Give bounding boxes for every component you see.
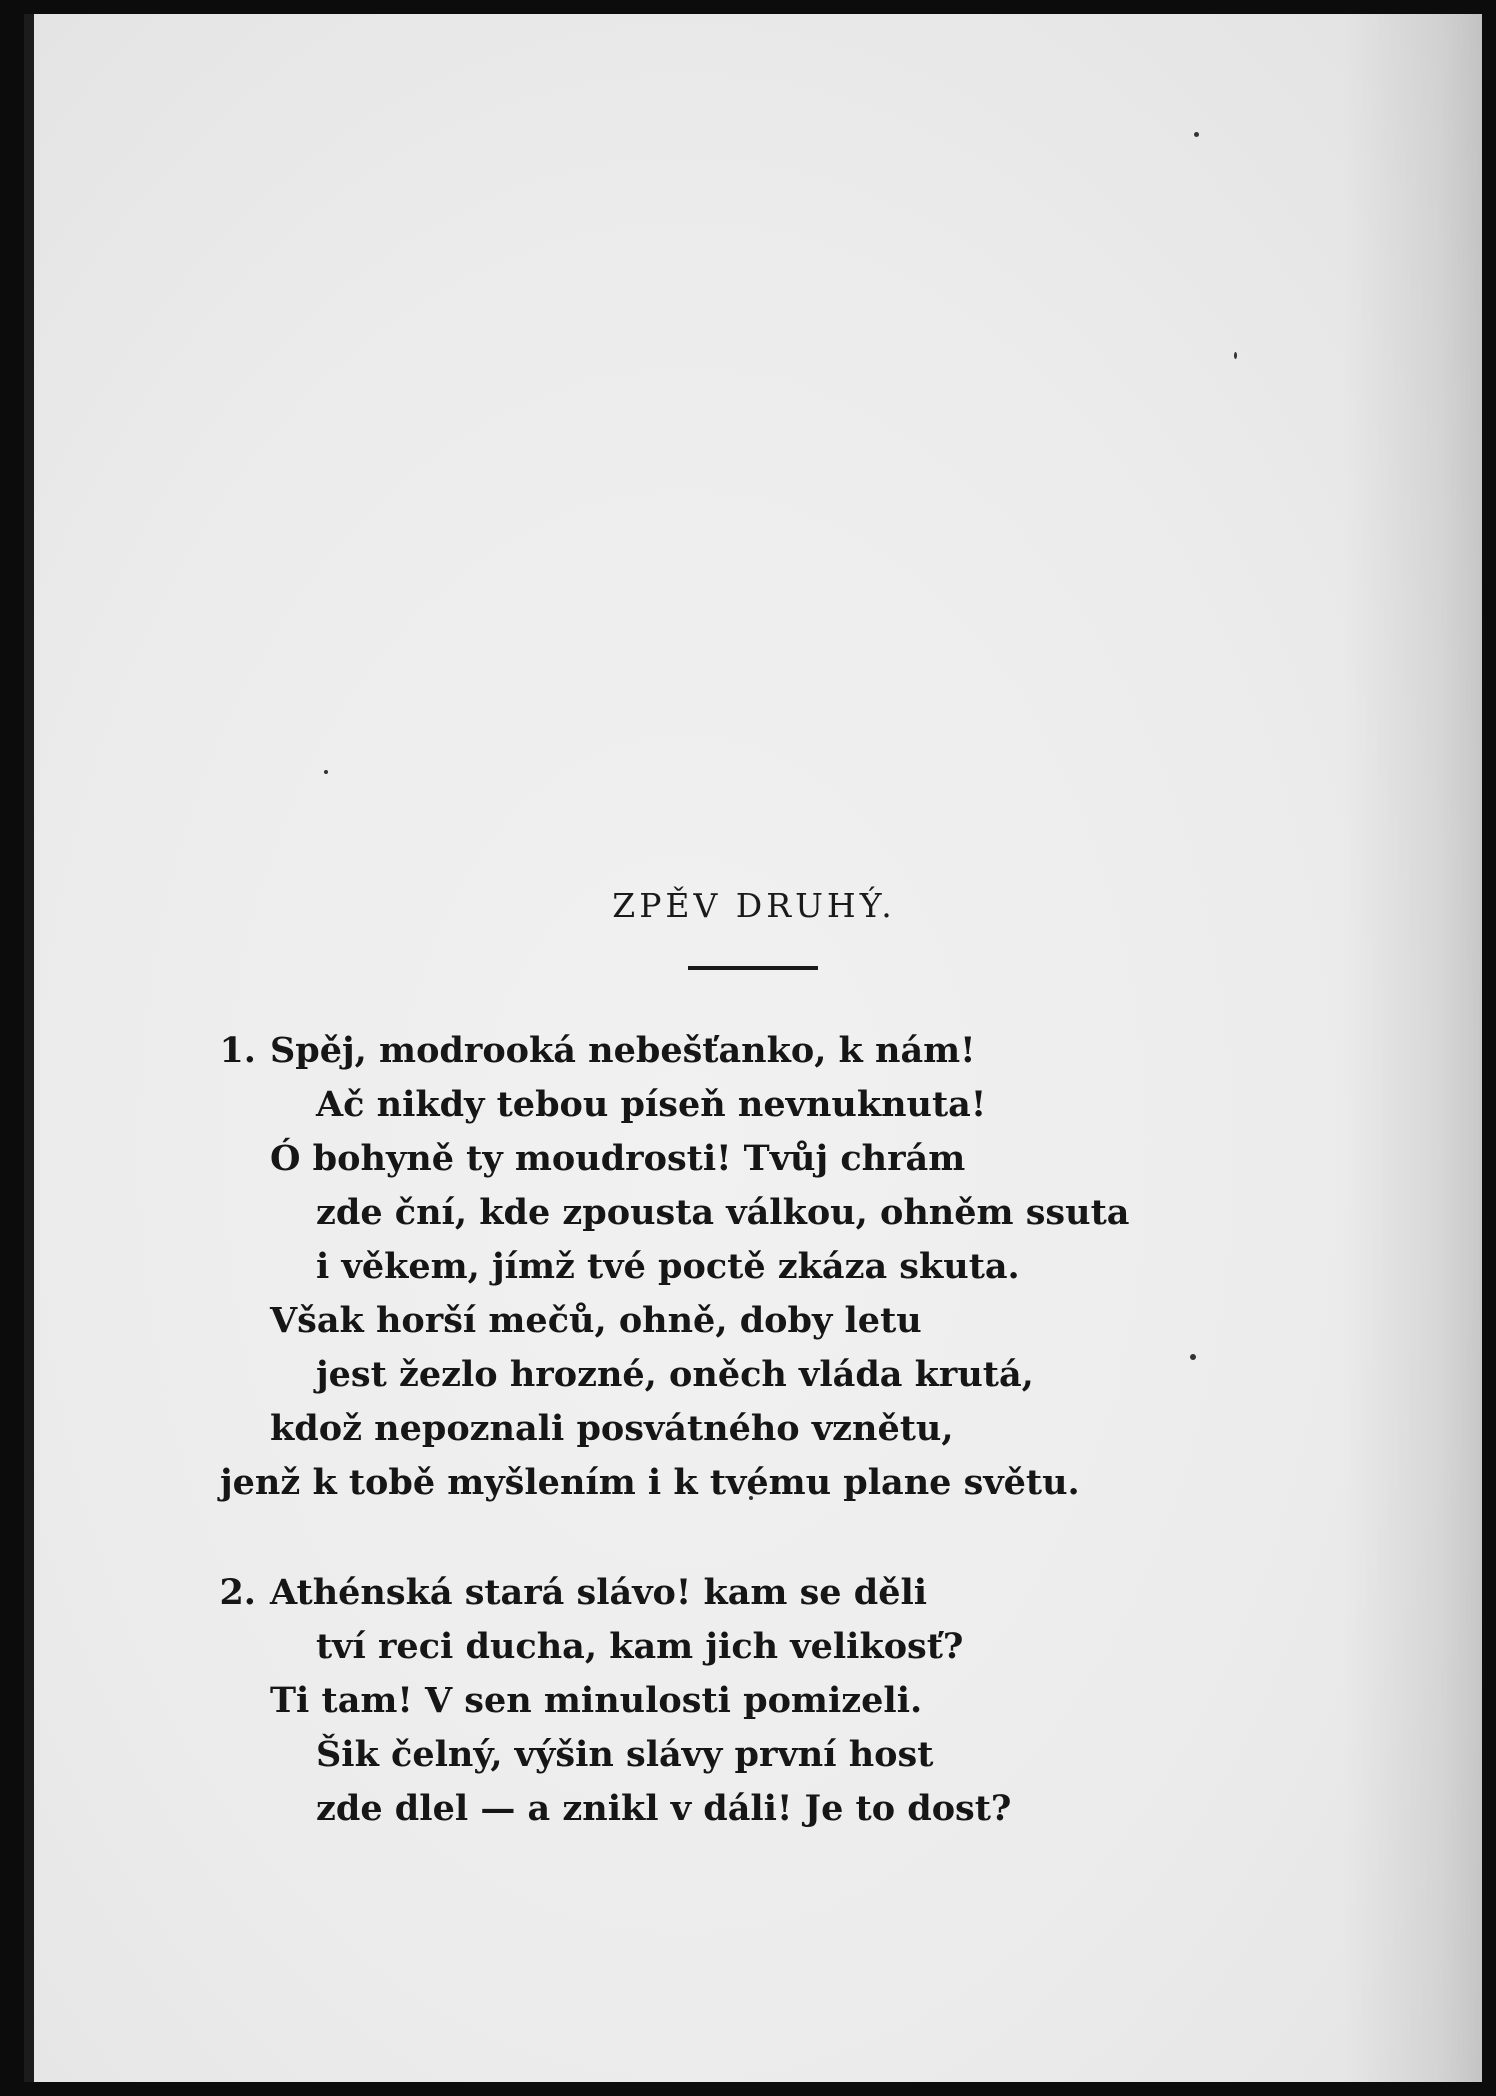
stanza-1 <box>206 1024 1496 1510</box>
line-text: kdož nepoznali posvátného vznětu, <box>270 1408 954 1449</box>
line-text: Ač nikdy tebou píseň nevnuknuta! <box>316 1084 987 1125</box>
line-text: tví reci ducha, kam jich velikosť? <box>316 1626 964 1667</box>
poem-line <box>206 1132 1496 1186</box>
line-text: Athénská stará slávo! kam se děli <box>270 1572 928 1613</box>
poem-body <box>34 1024 1474 1836</box>
line-text: jest žezlo hrozné, oněch vláda krutá, <box>316 1354 1034 1395</box>
print-speck <box>324 770 328 774</box>
poem-line <box>206 1728 1496 1782</box>
line-text: jenž k tobě myšlením i k tvému plane světu. <box>220 1462 1080 1503</box>
poem-line <box>206 1348 1496 1402</box>
line-text: Spěj, modrooká nebešťanko, k nám! <box>270 1030 976 1071</box>
poem-line <box>206 1078 1496 1132</box>
section-heading: ZPĚV DRUHÝ. <box>612 886 896 925</box>
poem-line <box>206 1566 1496 1620</box>
poem-line <box>206 1294 1496 1348</box>
print-speck <box>1194 132 1199 137</box>
line-text: zde dlel — a znikl v dáli! Je to dost? <box>316 1788 1012 1829</box>
line-text: Ti tam! V sen minulosti pomizeli. <box>270 1680 923 1721</box>
book-page <box>24 14 1482 2082</box>
poem-line <box>206 1620 1496 1674</box>
poem-line <box>206 1402 1496 1456</box>
line-text: Šik čelný, výšin slávy první host <box>316 1734 934 1775</box>
line-text: Však horší mečů, ohně, doby letu <box>270 1300 922 1341</box>
poem-line <box>206 1024 1496 1078</box>
poem-line <box>206 1240 1496 1294</box>
poem-line <box>206 1186 1496 1240</box>
line-text: i věkem, jímž tvé poctě zkáza skuta. <box>316 1246 1020 1287</box>
print-speck <box>1234 352 1237 359</box>
stanza-number: 2. <box>219 1572 256 1613</box>
poem-line <box>206 1674 1496 1728</box>
stanza-number: 1. <box>219 1030 256 1071</box>
stanza-2 <box>206 1566 1496 1836</box>
line-text: Ó bohyně ty moudrosti! Tvůj chrám <box>270 1138 966 1179</box>
poem-line <box>206 1782 1496 1836</box>
line-text: zde ční, kde zpousta válkou, ohněm ssuta <box>316 1192 1130 1233</box>
heading-rule <box>688 966 818 970</box>
poem-line <box>206 1456 1496 1510</box>
